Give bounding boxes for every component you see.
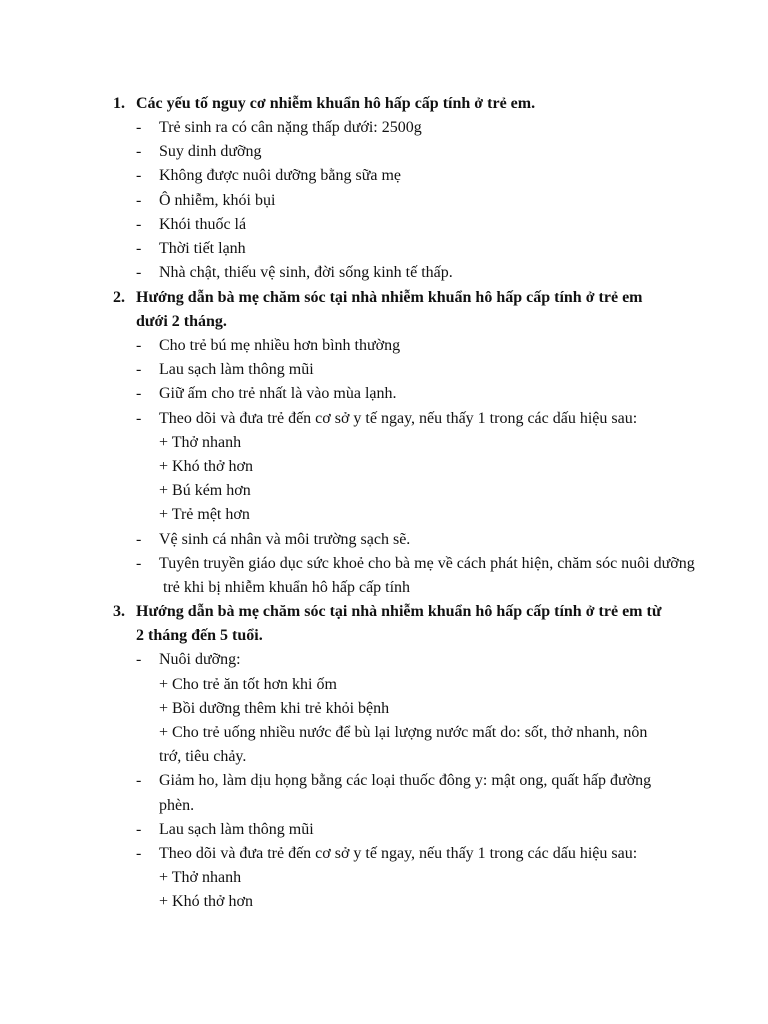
list-item: Nhà chật, thiếu vệ sinh, đời sống kinh tế thấp.: [159, 264, 453, 281]
section-2-title: Hướng dẫn bà mẹ chăm sóc tại nhà nhiễm khuẩn hô hấp cấp tính ở trẻ em: [136, 289, 643, 306]
list-item: Giữ ấm cho trẻ nhất là vào mùa lạnh.: [159, 385, 397, 402]
bullet-dash: -: [136, 119, 142, 136]
list-item: Theo dõi và đưa trẻ đến cơ sở y tế ngay, nếu thấy 1 trong các dấu hiệu sau:: [159, 845, 638, 862]
section-3-number: 3.: [113, 603, 125, 620]
bullet-dash: -: [136, 410, 142, 427]
list-item: Thời tiết lạnh: [159, 240, 246, 257]
list-item: Cho trẻ bú mẹ nhiều hơn bình thường: [159, 337, 401, 354]
list-item-cont: trẻ khi bị nhiễm khuẩn hô hấp cấp tính: [163, 579, 411, 596]
section-2-number: 2.: [113, 289, 125, 306]
list-item: Theo dõi và đưa trẻ đến cơ sở y tế ngay, nếu thấy 1 trong các dấu hiệu sau:: [159, 410, 638, 427]
sub-item: + Trẻ mệt hơn: [159, 506, 250, 523]
list-item: Lau sạch làm thông mũi: [159, 361, 314, 378]
sub-item: + Bú kém hơn: [159, 482, 251, 499]
section-1-number: 1.: [113, 95, 125, 112]
sub-item: + Bồi dưỡng thêm khi trẻ khỏi bệnh: [159, 700, 390, 717]
list-item: Nuôi dưỡng:: [159, 651, 241, 668]
bullet-dash: -: [136, 385, 142, 402]
section-3-title-cont: 2 tháng đến 5 tuổi.: [136, 627, 263, 644]
bullet-dash: -: [136, 167, 142, 184]
sub-item-cont: trớ, tiêu chảy.: [159, 748, 247, 765]
list-item: Suy dinh dưỡng: [159, 143, 262, 160]
list-item: Tuyên truyền giáo dục sức khoẻ cho bà mẹ về cách phát hiện, chăm sóc nuôi dưỡng: [159, 555, 695, 572]
list-item: Giảm ho, làm dịu họng bằng các loại thuốc đông y: mật ong, quất hấp đường: [159, 772, 652, 789]
bullet-dash: -: [136, 845, 142, 862]
section-1-title: Các yếu tố nguy cơ nhiễm khuẩn hô hấp cấp tính ở trẻ em.: [136, 95, 536, 112]
bullet-dash: -: [136, 240, 142, 257]
list-item: Trẻ sinh ra có cân nặng thấp dưới: 2500g: [159, 119, 422, 136]
section-3-title: Hướng dẫn bà mẹ chăm sóc tại nhà nhiễm khuẩn hô hấp cấp tính ở trẻ em từ: [136, 603, 662, 620]
section-2-title-cont: dưới 2 tháng.: [136, 313, 227, 330]
sub-item: + Khó thở hơn: [159, 893, 253, 910]
bullet-dash: -: [136, 143, 142, 160]
bullet-dash: -: [136, 531, 142, 548]
bullet-dash: -: [136, 192, 142, 209]
sub-item: + Thở nhanh: [159, 434, 242, 451]
sub-item: + Thở nhanh: [159, 869, 242, 886]
sub-item: + Cho trẻ uống nhiều nước để bù lại lượng nước mất do: sốt, thở nhanh, nôn: [159, 724, 648, 741]
list-item: Lau sạch làm thông mũi: [159, 821, 314, 838]
bullet-dash: -: [136, 264, 142, 281]
bullet-dash: -: [136, 555, 142, 572]
sub-item: + Khó thở hơn: [159, 458, 253, 475]
bullet-dash: -: [136, 821, 142, 838]
bullet-dash: -: [136, 337, 142, 354]
sub-item: + Cho trẻ ăn tốt hơn khi ốm: [159, 676, 337, 693]
list-item: Khói thuốc lá: [159, 216, 247, 233]
list-item: Không được nuôi dưỡng bằng sữa mẹ: [159, 167, 402, 184]
list-item-cont: phèn.: [159, 797, 195, 814]
list-item: Vệ sinh cá nhân và môi trường sạch sẽ.: [159, 531, 411, 548]
bullet-dash: -: [136, 651, 142, 668]
list-item: Ô nhiễm, khói bụi: [159, 192, 276, 209]
bullet-dash: -: [136, 772, 142, 789]
bullet-dash: -: [136, 216, 142, 233]
bullet-dash: -: [136, 361, 142, 378]
